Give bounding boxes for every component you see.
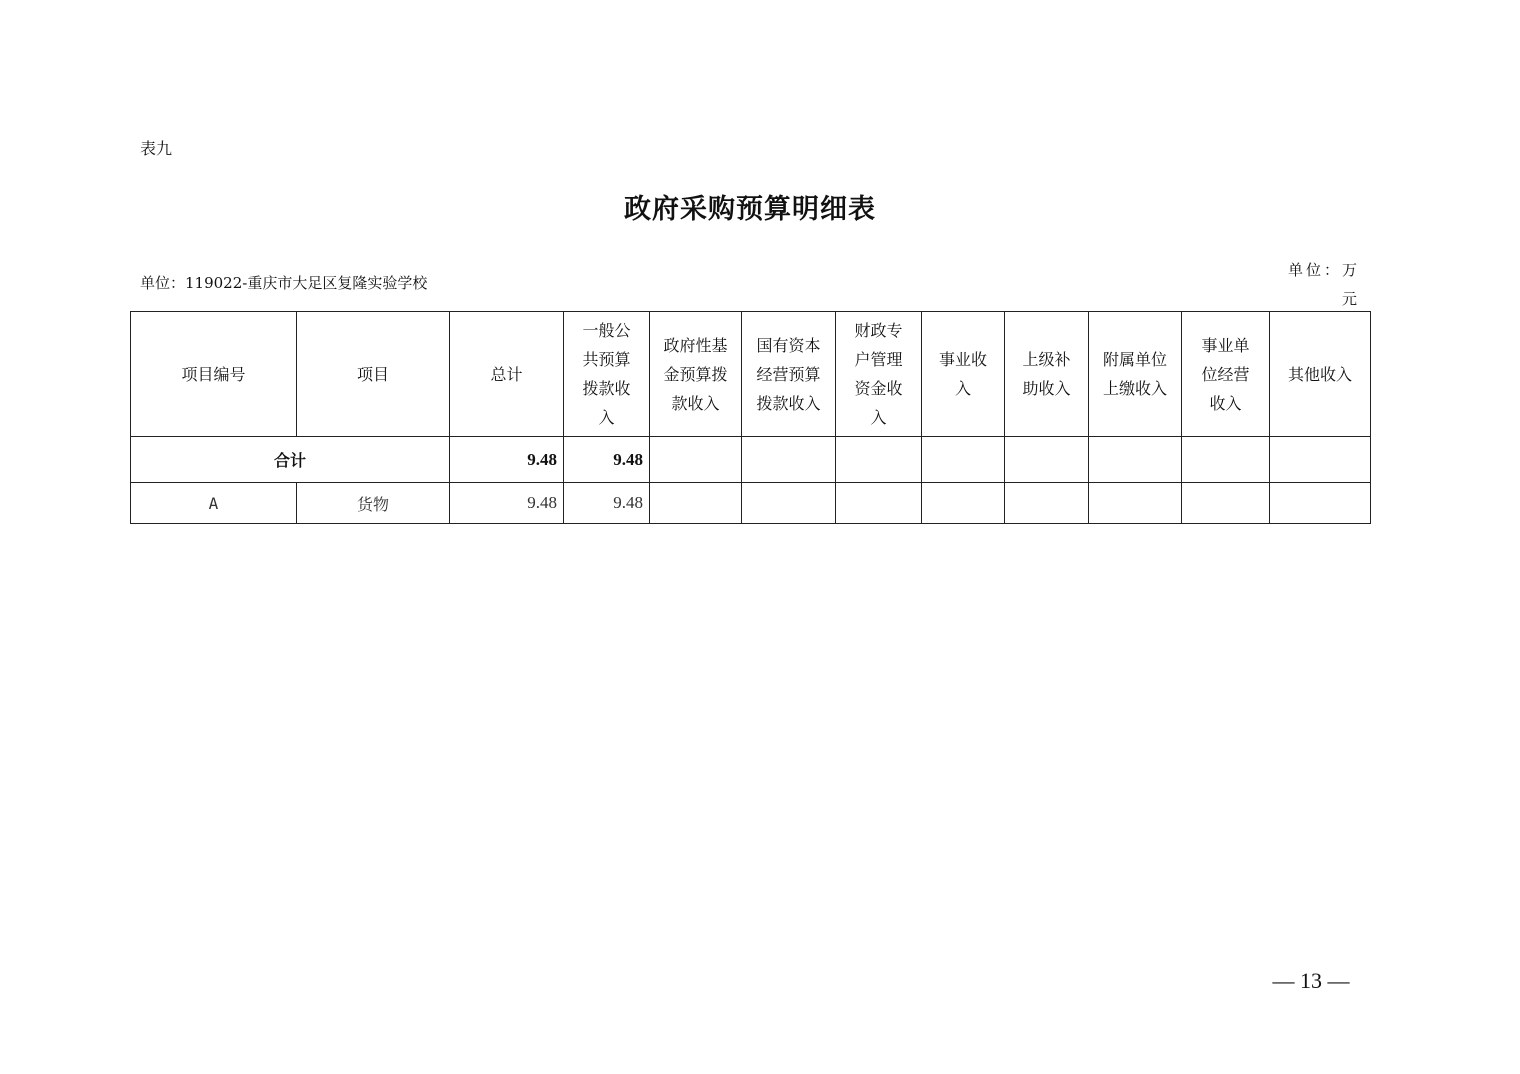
total-cell <box>1182 437 1270 483</box>
header-cell: 国有资本 经营预算 拨款收入 <box>742 312 836 437</box>
header-cell: 项目编号 <box>131 312 297 437</box>
total-cell <box>922 437 1005 483</box>
header-cell: 其他收入 <box>1270 312 1371 437</box>
total-cell <box>1005 437 1089 483</box>
total-cell <box>836 437 922 483</box>
header-cell: 项目 <box>297 312 450 437</box>
item-cell <box>836 483 922 524</box>
total-cell <box>650 437 742 483</box>
item-code: A <box>131 483 297 524</box>
item-name: 货物 <box>297 483 450 524</box>
item-cell: 9.48 <box>450 483 564 524</box>
page-number: — 13 — <box>1272 968 1350 993</box>
item-cell <box>650 483 742 524</box>
table-number: 表九 <box>140 139 173 158</box>
item-cell <box>742 483 836 524</box>
item-cell <box>1182 483 1270 524</box>
total-cell: 9.48 <box>564 437 650 483</box>
item-cell <box>1005 483 1089 524</box>
total-row <box>131 437 1371 483</box>
header-row <box>131 312 1371 437</box>
header-cell: 事业单 位经营 收入 <box>1182 312 1270 437</box>
header-cell: 政府性基 金预算拨 款收入 <box>650 312 742 437</box>
item-cell <box>1089 483 1182 524</box>
header-cell: 上级补 助收入 <box>1005 312 1089 437</box>
table-row <box>131 483 1371 524</box>
header-cell: 财政专 户管理 资金收 入 <box>836 312 922 437</box>
header-cell: 总计 <box>450 312 564 437</box>
total-cell <box>1089 437 1182 483</box>
header-cell: 一般公 共预算 拨款收 入 <box>564 312 650 437</box>
total-cell <box>742 437 836 483</box>
total-cell <box>1270 437 1371 483</box>
procurement-budget-table <box>130 311 1371 524</box>
total-cell: 9.48 <box>450 437 564 483</box>
organization-unit: 单位：119022-重庆市大足区复隆实验学校 <box>140 274 428 292</box>
item-cell <box>922 483 1005 524</box>
money-unit: 单位：万元 <box>1287 261 1360 308</box>
item-cell: 9.48 <box>564 483 650 524</box>
header-cell: 事业收 入 <box>922 312 1005 437</box>
header-cell: 附属单位 上缴收入 <box>1089 312 1182 437</box>
document-title: 政府采购预算明细表 <box>624 194 876 225</box>
item-cell <box>1270 483 1371 524</box>
total-label: 合计 <box>131 437 450 483</box>
